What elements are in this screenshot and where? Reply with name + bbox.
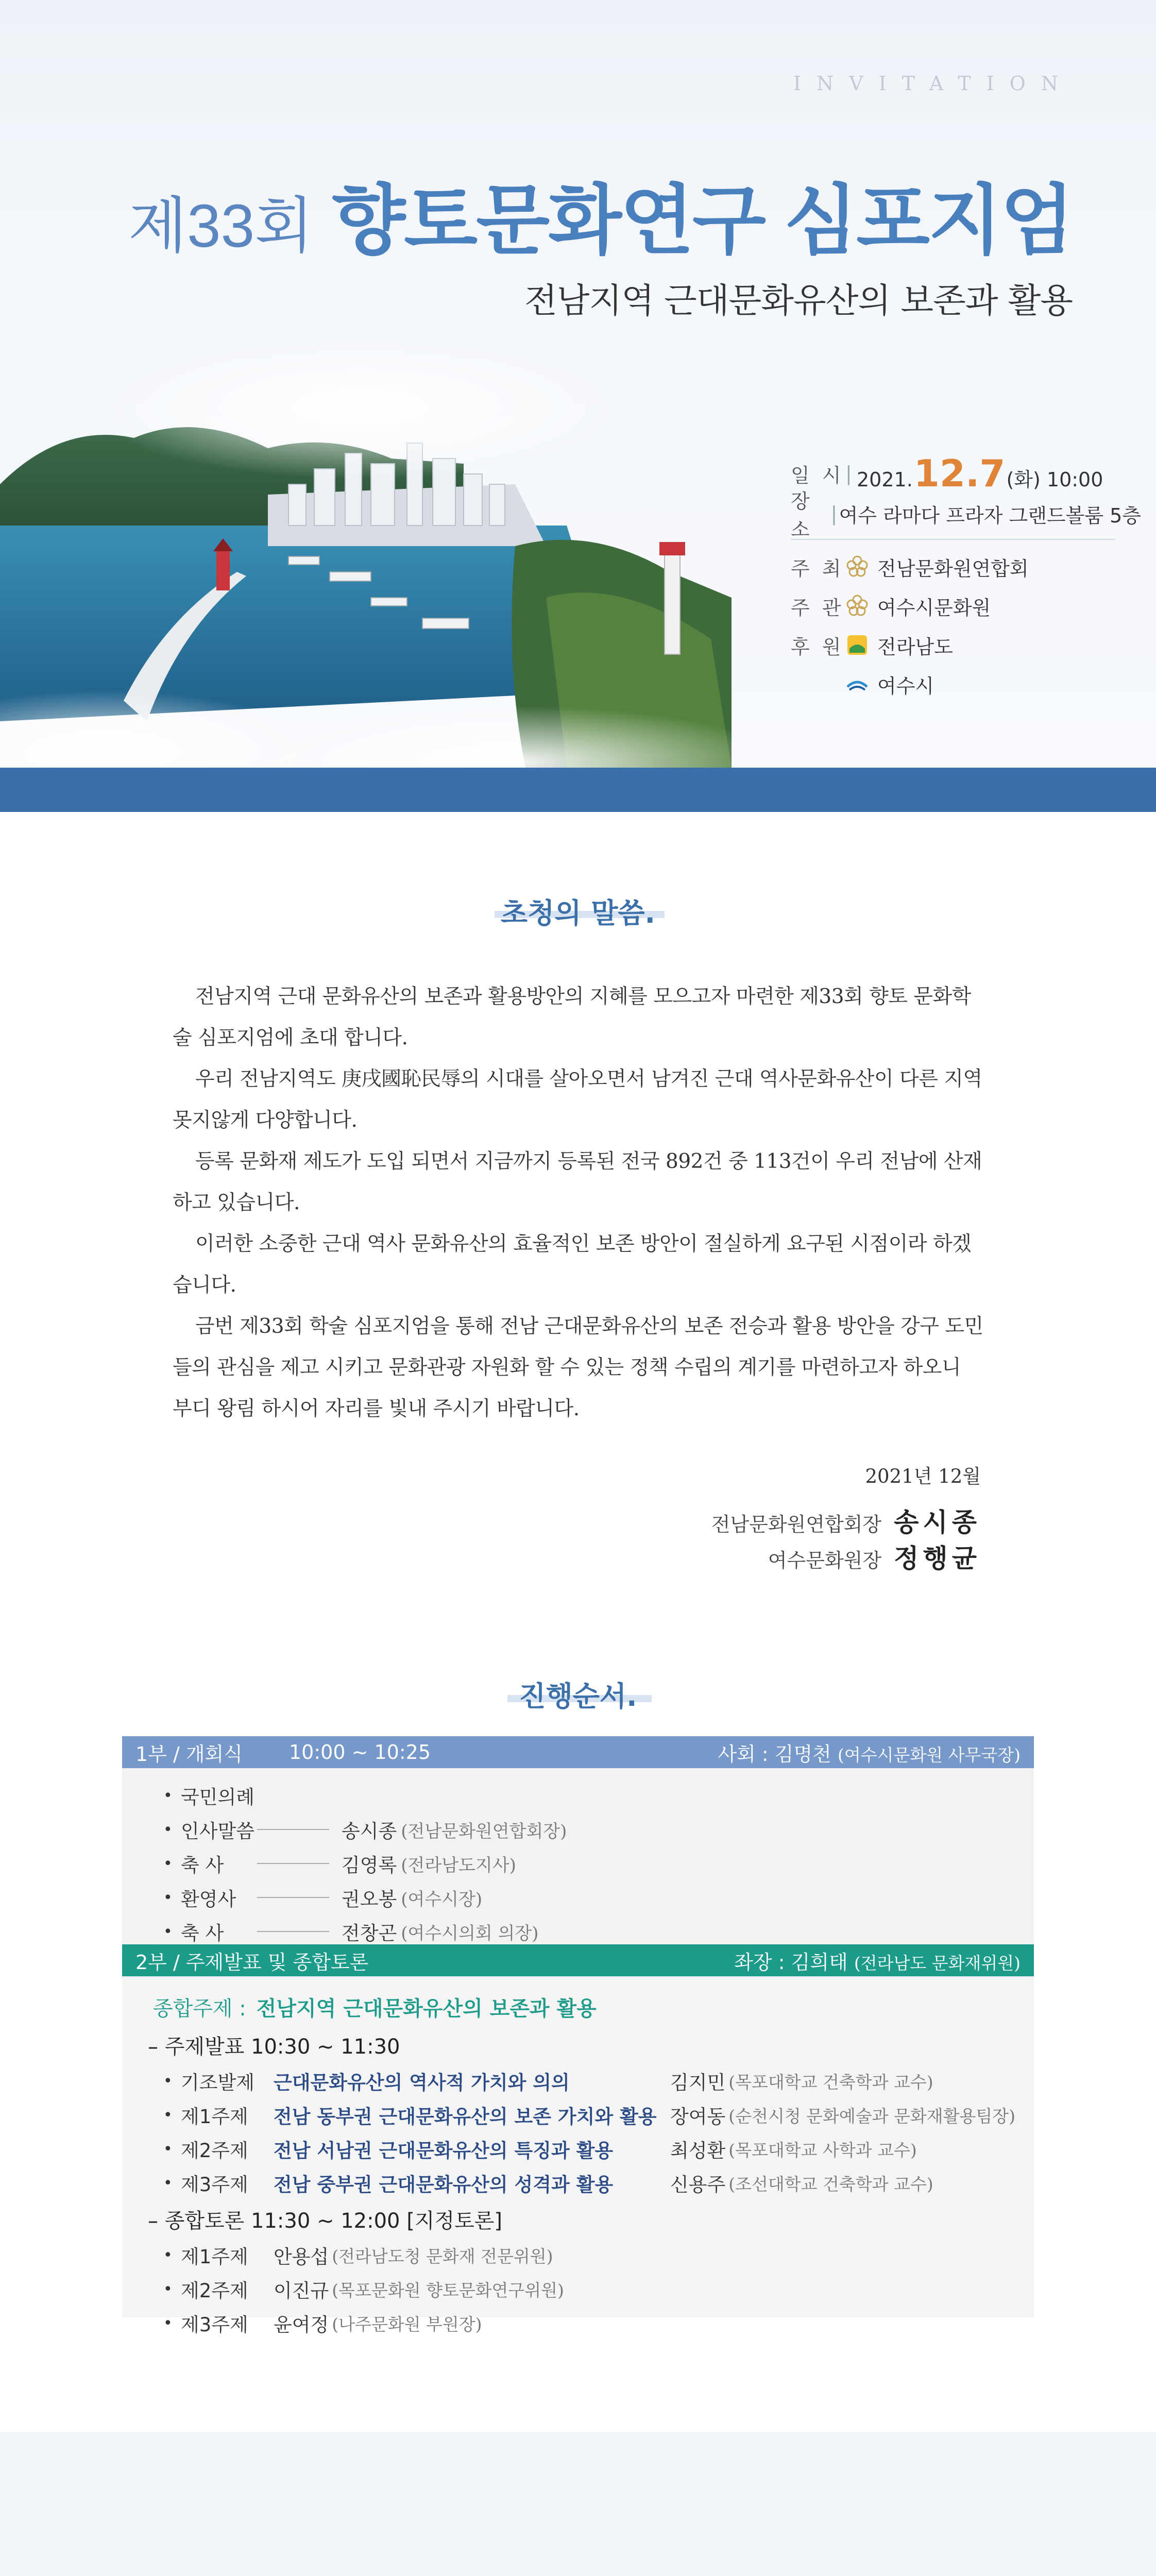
talk-row <box>163 2132 1034 2166</box>
bullet: • <box>163 2314 173 2332</box>
title-main: 향토문화연구 심포지엄 <box>332 178 1073 263</box>
divider: | <box>830 502 838 525</box>
place-value: 여수 라마다 프라자 그랜드볼룸 5층 <box>839 504 1141 527</box>
letter-paragraph: 이러한 소중한 근대 역사 문화유산의 효율적인 보존 방안이 절실하게 요구된 시점이라 하겠습니다. <box>173 1232 972 1297</box>
signature-2 <box>768 1538 981 1575</box>
talk-row <box>163 2166 1034 2200</box>
signature-1 <box>711 1502 981 1539</box>
divider: | <box>845 462 852 485</box>
part2-header <box>122 1944 1034 1976</box>
part1-body <box>122 1768 1034 1944</box>
sponsor2-row <box>791 665 1141 704</box>
item-person: 전창곤 <box>342 1922 397 1944</box>
talk-label: 제2주제 <box>181 2140 248 2162</box>
discussant-label: 제1주제 <box>181 2246 248 2268</box>
theme-key: 종합주제 : <box>153 1996 246 2021</box>
dash-line <box>257 1931 329 1932</box>
item-affiliation: (여수시의회 의장) <box>401 1923 539 1944</box>
part1-label: 1부 / 개회식 <box>135 1742 243 1766</box>
discussant-affiliation: (나주문화원 부원장) <box>332 2314 482 2334</box>
harbor-illustration <box>0 330 732 768</box>
invitation-label: INVITATION <box>793 72 1074 95</box>
item-affiliation: (여수시장) <box>401 1889 483 1910</box>
flower-logo-icon <box>845 555 869 579</box>
date-prefix: 2021. <box>857 468 913 491</box>
talk-affiliation: (목포대학교 사학과 교수) <box>728 2140 917 2160</box>
sponsor1-name: 전라남도 <box>877 635 953 658</box>
list-item <box>163 1778 1034 1812</box>
theme-title: 전남지역 근대문화유산의 보존과 활용 <box>256 1996 597 2021</box>
mc-name: 사회 : 김명천 <box>718 1742 831 1766</box>
bullet: • <box>163 2174 173 2192</box>
bullet: • <box>163 1786 173 1805</box>
discussant-row <box>163 2238 1034 2272</box>
organizer-name: 여수시문화원 <box>877 596 991 619</box>
list-item <box>163 1846 1034 1880</box>
part1-mc <box>718 1738 1021 1767</box>
item-label: 인사말씀 <box>181 1820 254 1842</box>
sponsor2-name: 여수시 <box>877 674 934 698</box>
info-divider <box>791 539 1115 540</box>
yeosu-logo-icon <box>845 672 869 696</box>
item-label: 국민의례 <box>181 1786 254 1808</box>
talk-label: 제1주제 <box>181 2106 248 2128</box>
item-person: 송시종 <box>342 1820 397 1842</box>
event-place <box>791 490 1141 541</box>
item-label: 환영사 <box>181 1888 236 1910</box>
jeonnam-logo-icon <box>845 633 869 657</box>
part1-header <box>122 1736 1034 1768</box>
program-table <box>122 1736 1034 2336</box>
chair-name: 좌장 : 김희태 <box>734 1951 848 1974</box>
sign1-name: 송시종 <box>894 1507 981 1537</box>
discussant-row <box>163 2306 1034 2340</box>
sign2-name: 정행균 <box>894 1544 981 1573</box>
organizer-row <box>791 586 1141 625</box>
dash-line <box>257 1897 329 1898</box>
bullet: • <box>163 1888 173 1907</box>
talk-row <box>163 2098 1034 2132</box>
item-label: 축 사 <box>181 1854 224 1876</box>
sponsor-key: 후 원 <box>791 635 844 658</box>
talk-title: 전남 서남권 근대문화유산의 특징과 활용 <box>274 2140 614 2162</box>
date-suffix: (화) 10:00 <box>1006 468 1103 491</box>
item-affiliation: (전남문화원연합회장) <box>401 1821 567 1842</box>
talk-title: 전남 중부권 근대문화유산의 성격과 활용 <box>274 2174 614 2196</box>
bullet: • <box>163 2280 173 2298</box>
discussant-name: 윤여정 <box>274 2314 329 2336</box>
list-item <box>163 1914 1034 1948</box>
event-date <box>791 453 1141 494</box>
program-title: 진행순서. <box>519 1680 637 1713</box>
bullet: • <box>163 1854 173 1873</box>
letter-title: 초청의 말씀. <box>500 897 656 929</box>
header-band <box>0 768 1156 812</box>
bullet: • <box>163 2140 173 2158</box>
letter-paragraph: 금번 제33회 학술 심포지엄을 통해 전남 근대문화유산의 보존 전승과 활용 방안을 강구 도민들의 관심을 제고 시키고 문화관광 자원화 할 수 있는 정책 수립의 계기를 마련하고자 하오니 부디 왕림 하시어 자리를 빛내 주시기 바랍니다. <box>173 1315 983 1420</box>
bullet: • <box>163 2246 173 2264</box>
sign1-role: 전남문화원연합회장 <box>711 1513 882 1536</box>
invitation-letter <box>173 976 984 1430</box>
discussant-name: 이진규 <box>274 2280 329 2302</box>
chair-affiliation: (전라남도 문화재위원) <box>854 1953 1021 1973</box>
item-affiliation: (전라남도지사) <box>401 1855 516 1876</box>
talks-heading: – 주제발표 10:30 ~ 11:30 <box>148 2035 400 2059</box>
talk-affiliation: (조선대학교 건축학과 교수) <box>728 2174 933 2194</box>
letter-paragraph: 전남지역 근대 문화유산의 보존과 활용방안의 지혜를 모으고자 마련한 제33회 향토 문화학술 심포지엄에 초대 합니다. <box>173 985 971 1049</box>
talk-affiliation: (목포대학교 건축학과 교수) <box>728 2072 933 2092</box>
title-number: 제33회 <box>128 192 314 260</box>
talk-speaker: 김지민 <box>670 2072 726 2094</box>
talk-speaker: 신용주 <box>670 2174 726 2196</box>
talk-label: 기조발제 <box>181 2072 254 2094</box>
talk-affiliation: (순천시청 문화예술과 문화재활용팀장) <box>728 2106 1016 2126</box>
part2-body <box>122 1976 1034 2336</box>
sign2-role: 여수문화원장 <box>768 1549 882 1572</box>
mc-affiliation: (여수시문화원 사무국장) <box>837 1744 1021 1765</box>
host-row <box>791 547 1141 586</box>
talk-title: 전남 동부권 근대문화유산의 보존 가치와 활용 <box>274 2106 657 2128</box>
part2-chair <box>734 1946 1021 1975</box>
discussant-label: 제3주제 <box>181 2314 248 2336</box>
hero-section <box>0 0 1156 768</box>
dash-line <box>257 1829 329 1830</box>
host-key: 주 최 <box>791 557 844 580</box>
letter-paragraph: 등록 문화재 제도가 도입 되면서 지금까지 등록된 전국 892건 중 113건이 우리 전남에 산재하고 있습니다. <box>173 1150 982 1214</box>
part1-time: 10:00 ~ 10:25 <box>288 1741 431 1764</box>
flower-logo-icon <box>845 594 869 618</box>
bullet: • <box>163 2072 173 2090</box>
date-day: 12.7 <box>913 452 1006 495</box>
discussant-affiliation: (목포문화원 향토문화연구위원) <box>332 2280 564 2300</box>
talk-row <box>163 2064 1034 2098</box>
directions-section <box>0 2432 1156 2576</box>
item-person: 김영록 <box>342 1854 397 1876</box>
bullet: • <box>163 1922 173 1941</box>
list-item <box>163 1812 1034 1846</box>
event-info <box>791 453 1141 704</box>
discussant-row <box>163 2272 1034 2306</box>
list-item <box>163 1880 1034 1914</box>
discussant-label: 제2주제 <box>181 2280 248 2302</box>
talk-speaker: 장여동 <box>670 2106 726 2128</box>
item-person: 권오봉 <box>342 1888 397 1910</box>
bullet: • <box>163 1820 173 1839</box>
bullet: • <box>163 2106 173 2124</box>
letter-date: 2021년 12월 <box>865 1465 981 1487</box>
date-value <box>857 452 1103 495</box>
sponsor-row <box>791 625 1141 665</box>
date-key: 일 시 <box>791 464 844 487</box>
organizer-key: 주 관 <box>791 596 844 619</box>
discussion-heading: – 종합토론 11:30 ~ 12:00 [지정토론] <box>148 2209 502 2233</box>
item-label: 축 사 <box>181 1922 224 1944</box>
overall-theme <box>143 1988 1034 2026</box>
page-subtitle: 전남지역 근대문화유산의 보존과 활용 <box>524 281 1073 320</box>
discussant-name: 안용섭 <box>274 2246 329 2268</box>
letter-paragraph: 우리 전남지역도 庚戌國恥民辱의 시대를 살아오면서 남겨진 근대 역사문화유산이 다른 지역 못지않게 다양합니다. <box>173 1067 982 1132</box>
talk-speaker: 최성환 <box>670 2140 726 2162</box>
part2-label: 2부 / 주제발표 및 종합토론 <box>135 1951 369 1974</box>
host-name: 전남문화원연합회 <box>877 557 1029 580</box>
discussant-affiliation: (전라남도청 문화재 전문위원) <box>332 2246 553 2266</box>
page-title <box>128 160 1073 269</box>
talk-label: 제3주제 <box>181 2174 248 2196</box>
talk-title: 근대문화유산의 역사적 가치와 의의 <box>274 2072 570 2094</box>
dash-line <box>257 1863 329 1864</box>
place-key: 장 소 <box>791 490 813 541</box>
